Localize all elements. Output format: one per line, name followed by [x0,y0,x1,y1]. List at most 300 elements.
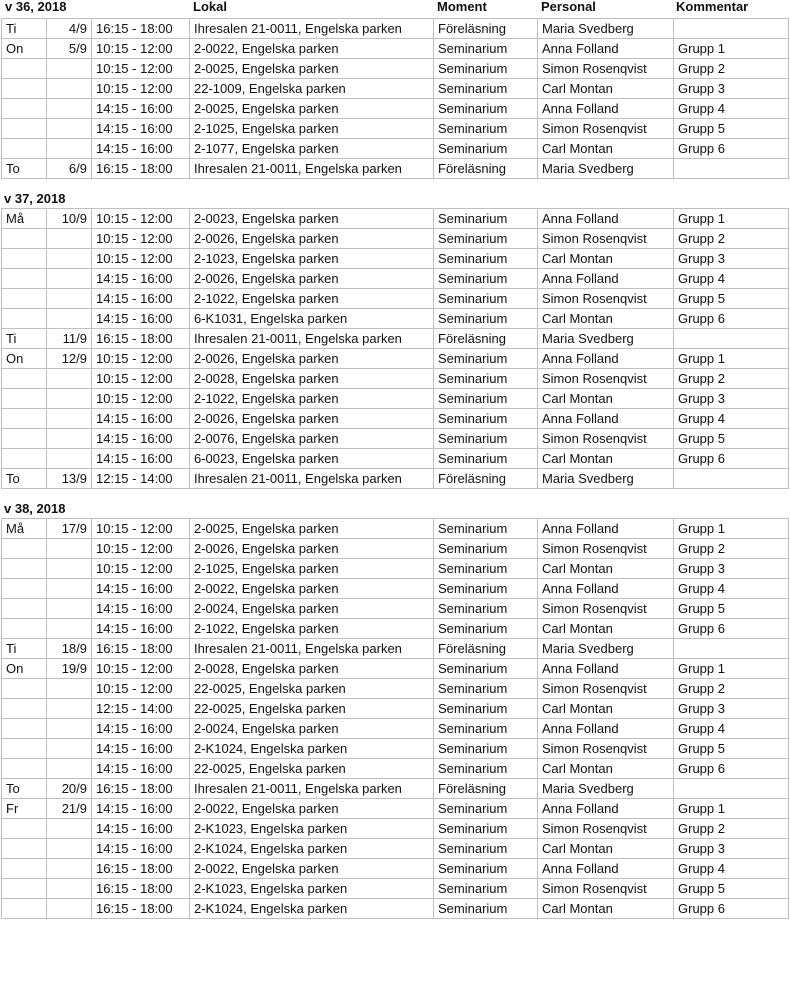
cell-staff: Simon Rosenqvist [538,819,674,839]
cell-date [47,79,92,99]
cell-room: 6-K1031, Engelska parken [190,309,434,329]
cell-time: 14:15 - 16:00 [92,429,190,449]
cell-staff: Carl Montan [538,839,674,859]
table-row [2,779,789,799]
table-row [2,839,789,859]
cell-comment: Grupp 4 [674,409,789,429]
cell-staff: Simon Rosenqvist [538,539,674,559]
table-row [2,679,789,699]
cell-room: 2-1022, Engelska parken [190,619,434,639]
cell-room: 2-1023, Engelska parken [190,249,434,269]
cell-room: 2-0026, Engelska parken [190,269,434,289]
week-block [0,18,790,179]
cell-moment: Seminarium [434,799,538,819]
cell-time: 14:15 - 16:00 [92,309,190,329]
cell-comment [674,329,789,349]
cell-comment [674,19,789,39]
cell-staff: Anna Folland [538,719,674,739]
cell-date [47,679,92,699]
cell-day: To [2,779,47,799]
cell-room: 2-1025, Engelska parken [190,119,434,139]
cell-comment: Grupp 4 [674,99,789,119]
cell-moment: Seminarium [434,759,538,779]
cell-day [2,759,47,779]
cell-moment: Föreläsning [434,639,538,659]
cell-comment: Grupp 3 [674,249,789,269]
cell-time: 16:15 - 18:00 [92,19,190,39]
cell-moment: Seminarium [434,309,538,329]
cell-date [47,269,92,289]
table-row [2,19,789,39]
table-row [2,349,789,369]
cell-time: 14:15 - 16:00 [92,449,190,469]
cell-day: Ti [2,329,47,349]
cell-room: 2-0022, Engelska parken [190,859,434,879]
cell-room: 2-0024, Engelska parken [190,599,434,619]
cell-room: 2-0076, Engelska parken [190,429,434,449]
cell-time: 10:15 - 12:00 [92,369,190,389]
cell-date: 10/9 [47,209,92,229]
week-block [0,489,790,919]
cell-room: 2-0022, Engelska parken [190,799,434,819]
cell-room: 2-0025, Engelska parken [190,519,434,539]
table-row [2,79,789,99]
cell-moment: Seminarium [434,599,538,619]
cell-time: 14:15 - 16:00 [92,289,190,309]
table-row [2,899,789,919]
cell-moment: Seminarium [434,699,538,719]
table-row [2,139,789,159]
cell-staff: Simon Rosenqvist [538,119,674,139]
cell-moment: Seminarium [434,449,538,469]
cell-day [2,679,47,699]
week-table [1,18,789,179]
table-row [2,859,789,879]
cell-date [47,599,92,619]
cell-time: 10:15 - 12:00 [92,249,190,269]
cell-room: 2-K1024, Engelska parken [190,739,434,759]
table-row [2,309,789,329]
cell-date: 17/9 [47,519,92,539]
cell-room: 2-0023, Engelska parken [190,209,434,229]
cell-time: 10:15 - 12:00 [92,679,190,699]
cell-staff: Simon Rosenqvist [538,879,674,899]
cell-moment: Seminarium [434,289,538,309]
cell-room: 6-0023, Engelska parken [190,449,434,469]
table-row [2,249,789,269]
cell-staff: Anna Folland [538,39,674,59]
cell-day: To [2,469,47,489]
cell-comment: Grupp 1 [674,209,789,229]
cell-date [47,99,92,119]
cell-day [2,719,47,739]
cell-time: 16:15 - 18:00 [92,859,190,879]
cell-time: 14:15 - 16:00 [92,119,190,139]
cell-date [47,59,92,79]
cell-day [2,539,47,559]
table-row [2,799,789,819]
cell-comment: Grupp 5 [674,599,789,619]
cell-comment: Grupp 5 [674,429,789,449]
cell-comment: Grupp 6 [674,139,789,159]
cell-comment [674,469,789,489]
column-header-row [0,0,790,18]
table-row [2,759,789,779]
cell-room: 22-0025, Engelska parken [190,759,434,779]
cell-time: 16:15 - 18:00 [92,639,190,659]
cell-date [47,739,92,759]
cell-room: Ihresalen 21-0011, Engelska parken [190,639,434,659]
cell-room: 2-0022, Engelska parken [190,39,434,59]
cell-day [2,389,47,409]
table-row [2,599,789,619]
table-row [2,739,789,759]
table-row [2,449,789,469]
cell-day [2,879,47,899]
table-row [2,579,789,599]
cell-day [2,839,47,859]
cell-day: On [2,349,47,369]
cell-moment: Seminarium [434,249,538,269]
cell-time: 14:15 - 16:00 [92,579,190,599]
cell-moment: Föreläsning [434,469,538,489]
cell-day: On [2,659,47,679]
cell-comment: Grupp 6 [674,759,789,779]
cell-moment: Seminarium [434,59,538,79]
cell-room: 22-0025, Engelska parken [190,699,434,719]
cell-staff: Carl Montan [538,139,674,159]
table-row [2,639,789,659]
cell-day [2,139,47,159]
cell-moment: Seminarium [434,679,538,699]
cell-day [2,859,47,879]
cell-time: 10:15 - 12:00 [92,229,190,249]
cell-date [47,539,92,559]
cell-comment: Grupp 2 [674,229,789,249]
cell-staff: Carl Montan [538,759,674,779]
cell-room: 2-1022, Engelska parken [190,389,434,409]
cell-day: Ti [2,19,47,39]
cell-comment: Grupp 3 [674,389,789,409]
cell-time: 14:15 - 16:00 [92,759,190,779]
cell-moment: Seminarium [434,389,538,409]
cell-comment [674,159,789,179]
cell-room: 2-1077, Engelska parken [190,139,434,159]
cell-staff: Maria Svedberg [538,779,674,799]
cell-room: Ihresalen 21-0011, Engelska parken [190,19,434,39]
cell-day [2,229,47,249]
table-row [2,519,789,539]
cell-staff: Simon Rosenqvist [538,739,674,759]
cell-comment: Grupp 1 [674,39,789,59]
cell-staff: Maria Svedberg [538,159,674,179]
cell-day [2,739,47,759]
cell-date [47,859,92,879]
cell-moment: Seminarium [434,79,538,99]
cell-day: Ti [2,639,47,659]
table-row [2,209,789,229]
cell-day [2,699,47,719]
cell-comment [674,639,789,659]
cell-room: 2-0022, Engelska parken [190,579,434,599]
table-row [2,289,789,309]
cell-staff: Maria Svedberg [538,639,674,659]
table-row [2,229,789,249]
cell-staff: Simon Rosenqvist [538,599,674,619]
cell-room: 2-K1024, Engelska parken [190,899,434,919]
cell-date [47,309,92,329]
table-row [2,619,789,639]
cell-comment: Grupp 5 [674,119,789,139]
cell-day [2,449,47,469]
cell-date [47,119,92,139]
cell-time: 14:15 - 16:00 [92,139,190,159]
cell-moment: Föreläsning [434,779,538,799]
cell-staff: Carl Montan [538,699,674,719]
cell-room: 22-1009, Engelska parken [190,79,434,99]
cell-moment: Seminarium [434,819,538,839]
cell-moment: Seminarium [434,519,538,539]
cell-moment: Seminarium [434,139,538,159]
cell-room: 2-0026, Engelska parken [190,539,434,559]
cell-moment: Föreläsning [434,19,538,39]
cell-time: 16:15 - 18:00 [92,899,190,919]
cell-comment: Grupp 5 [674,739,789,759]
cell-comment: Grupp 3 [674,839,789,859]
cell-moment: Föreläsning [434,329,538,349]
column-header-personal: Personal [541,0,596,14]
cell-time: 10:15 - 12:00 [92,349,190,369]
table-row [2,159,789,179]
cell-comment: Grupp 4 [674,579,789,599]
cell-day [2,899,47,919]
cell-day [2,59,47,79]
cell-time: 10:15 - 12:00 [92,539,190,559]
weeks-container [0,18,790,919]
cell-room: 2-0026, Engelska parken [190,349,434,369]
cell-comment: Grupp 1 [674,659,789,679]
cell-date [47,819,92,839]
cell-room: 2-0028, Engelska parken [190,369,434,389]
cell-time: 12:15 - 14:00 [92,469,190,489]
table-row [2,659,789,679]
cell-time: 10:15 - 12:00 [92,79,190,99]
cell-time: 14:15 - 16:00 [92,409,190,429]
cell-date [47,229,92,249]
cell-staff: Simon Rosenqvist [538,679,674,699]
cell-staff: Anna Folland [538,209,674,229]
cell-staff: Carl Montan [538,309,674,329]
cell-date [47,879,92,899]
table-row [2,369,789,389]
table-row [2,409,789,429]
cell-staff: Anna Folland [538,269,674,289]
cell-date [47,369,92,389]
cell-day [2,579,47,599]
cell-comment: Grupp 2 [674,59,789,79]
cell-moment: Seminarium [434,539,538,559]
cell-day [2,309,47,329]
cell-date [47,719,92,739]
cell-day: On [2,39,47,59]
cell-room: 2-1022, Engelska parken [190,289,434,309]
cell-date: 21/9 [47,799,92,819]
cell-comment: Grupp 1 [674,349,789,369]
cell-moment: Seminarium [434,839,538,859]
cell-date [47,289,92,309]
cell-day [2,269,47,289]
cell-time: 10:15 - 12:00 [92,519,190,539]
cell-moment: Seminarium [434,119,538,139]
cell-room: 2-0024, Engelska parken [190,719,434,739]
cell-moment: Seminarium [434,99,538,119]
cell-comment: Grupp 4 [674,719,789,739]
cell-staff: Carl Montan [538,79,674,99]
cell-room: 2-0028, Engelska parken [190,659,434,679]
cell-staff: Simon Rosenqvist [538,429,674,449]
week-table [1,208,789,489]
cell-day [2,429,47,449]
cell-moment: Seminarium [434,559,538,579]
cell-staff: Anna Folland [538,99,674,119]
cell-date [47,579,92,599]
table-row [2,559,789,579]
cell-staff: Simon Rosenqvist [538,229,674,249]
cell-room: Ihresalen 21-0011, Engelska parken [190,469,434,489]
cell-time: 10:15 - 12:00 [92,559,190,579]
cell-day: To [2,159,47,179]
cell-time: 10:15 - 12:00 [92,389,190,409]
cell-date [47,559,92,579]
cell-comment: Grupp 6 [674,619,789,639]
cell-moment: Seminarium [434,859,538,879]
cell-room: 2-0025, Engelska parken [190,59,434,79]
cell-time: 16:15 - 18:00 [92,329,190,349]
cell-staff: Carl Montan [538,619,674,639]
cell-time: 14:15 - 16:00 [92,99,190,119]
cell-time: 10:15 - 12:00 [92,209,190,229]
cell-staff: Maria Svedberg [538,19,674,39]
cell-time: 14:15 - 16:00 [92,719,190,739]
table-row [2,879,789,899]
cell-moment: Seminarium [434,209,538,229]
cell-time: 16:15 - 18:00 [92,879,190,899]
cell-date [47,699,92,719]
cell-time: 14:15 - 16:00 [92,819,190,839]
cell-room: Ihresalen 21-0011, Engelska parken [190,159,434,179]
cell-date: 19/9 [47,659,92,679]
cell-time: 16:15 - 18:00 [92,779,190,799]
cell-room: Ihresalen 21-0011, Engelska parken [190,779,434,799]
cell-date [47,619,92,639]
cell-time: 14:15 - 16:00 [92,619,190,639]
cell-day [2,559,47,579]
cell-time: 10:15 - 12:00 [92,59,190,79]
cell-comment: Grupp 5 [674,289,789,309]
week-table [1,518,789,919]
cell-moment: Seminarium [434,739,538,759]
cell-time: 14:15 - 16:00 [92,599,190,619]
week-block [0,179,790,489]
cell-comment: Grupp 5 [674,879,789,899]
cell-staff: Maria Svedberg [538,469,674,489]
cell-room: 2-1025, Engelska parken [190,559,434,579]
cell-day: Må [2,519,47,539]
cell-staff: Carl Montan [538,249,674,269]
cell-moment: Seminarium [434,39,538,59]
table-row [2,269,789,289]
cell-day [2,119,47,139]
cell-comment: Grupp 2 [674,819,789,839]
cell-day: Fr [2,799,47,819]
week-title: v 37, 2018 [4,191,66,206]
table-row [2,719,789,739]
cell-room: 2-0026, Engelska parken [190,409,434,429]
cell-day [2,819,47,839]
cell-room: 2-K1024, Engelska parken [190,839,434,859]
table-row [2,99,789,119]
cell-comment: Grupp 6 [674,449,789,469]
cell-moment: Seminarium [434,269,538,289]
table-row [2,539,789,559]
cell-staff: Anna Folland [538,519,674,539]
cell-room: 2-0026, Engelska parken [190,229,434,249]
column-header-kommentar: Kommentar [676,0,749,14]
week-title: v 38, 2018 [4,501,66,516]
cell-day [2,369,47,389]
cell-moment: Seminarium [434,409,538,429]
cell-comment: Grupp 6 [674,899,789,919]
table-row [2,329,789,349]
cell-date [47,759,92,779]
cell-date: 13/9 [47,469,92,489]
cell-date: 20/9 [47,779,92,799]
table-row [2,39,789,59]
cell-date [47,429,92,449]
cell-comment: Grupp 4 [674,269,789,289]
cell-moment: Föreläsning [434,159,538,179]
cell-day: Må [2,209,47,229]
cell-date [47,139,92,159]
cell-day [2,249,47,269]
column-header-lokal: Lokal [193,0,227,14]
cell-staff: Anna Folland [538,859,674,879]
cell-comment: Grupp 3 [674,699,789,719]
cell-moment: Seminarium [434,659,538,679]
table-row [2,119,789,139]
cell-day [2,289,47,309]
cell-moment: Seminarium [434,349,538,369]
cell-date [47,839,92,859]
cell-staff: Simon Rosenqvist [538,289,674,309]
table-row [2,59,789,79]
cell-date [47,389,92,409]
cell-staff: Carl Montan [538,559,674,579]
cell-date: 4/9 [47,19,92,39]
cell-date [47,249,92,269]
cell-date: 11/9 [47,329,92,349]
cell-comment: Grupp 3 [674,79,789,99]
cell-room: Ihresalen 21-0011, Engelska parken [190,329,434,349]
cell-time: 16:15 - 18:00 [92,159,190,179]
cell-room: 2-K1023, Engelska parken [190,879,434,899]
cell-staff: Anna Folland [538,579,674,599]
cell-moment: Seminarium [434,899,538,919]
cell-day [2,79,47,99]
cell-comment: Grupp 1 [674,519,789,539]
cell-comment: Grupp 2 [674,539,789,559]
table-row [2,699,789,719]
